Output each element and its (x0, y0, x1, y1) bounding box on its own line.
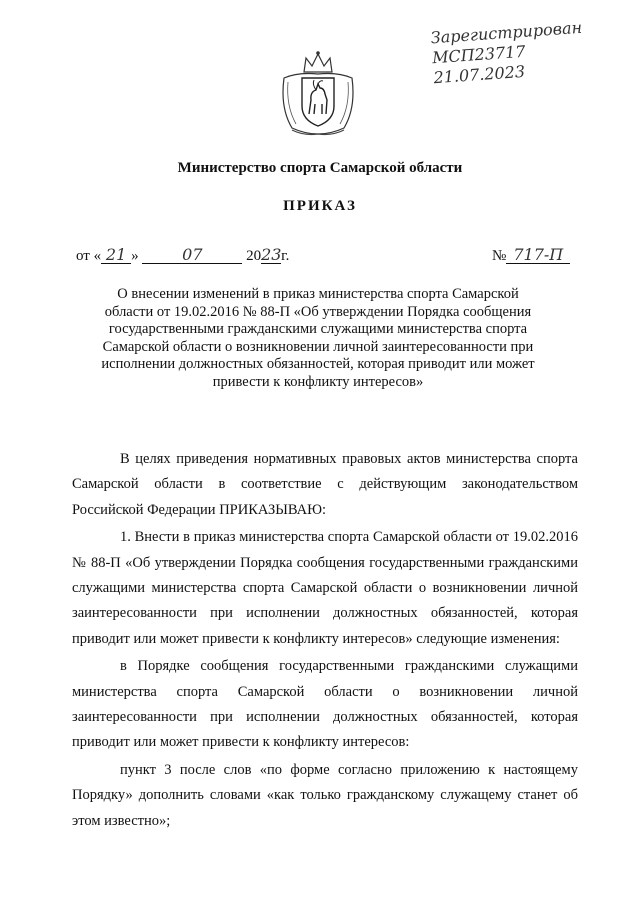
registration-note-line2: МСП23717 (431, 41, 527, 68)
date-suffix: г. (281, 248, 290, 264)
document-type-title: ПРИКАЗ (283, 198, 357, 214)
date-mid: » (131, 248, 139, 264)
date-prefix: от « (76, 248, 102, 264)
order-date (76, 247, 289, 265)
number-prefix: № (492, 248, 507, 264)
date-year-prefix: 20 (246, 248, 262, 264)
body-paragraph-2: в Порядке сообщения государственными гражданскими служащими министерства спорта Самарской области о возникновении личной заинтересованности при исполнении должностных обязанностей, которая приводит или может привести к конфликту интересов: (72, 658, 578, 751)
registration-note (430, 16, 614, 88)
registration-note-line1: Зарегистрирован (430, 17, 583, 48)
order-subject: О внесении изменений в приказ министерства спорта Самарской области от 19.02.2016 № 88-П «Об утверждении Порядка сообщения государственными гражданскими служащими министерства спорта Самарской области о возникновении личной заинтересованности при исполнении должностных обязанностей, которая приводит или может привести к конфликту интересов» (101, 286, 535, 390)
number-value: 717-П (506, 247, 570, 264)
registration-note-line3: 21.07.2023 (432, 61, 526, 88)
order-body (72, 447, 578, 834)
body-paragraph-3: пункт 3 после слов «по форме согласно приложению к настоящему Порядку» дополнить словами «как только гражданскому служащему станет об этом известно»; (72, 761, 578, 829)
date-year-suffix: 23 (261, 245, 282, 264)
date-month: 07 (142, 247, 242, 264)
date-day: 21 (101, 247, 131, 264)
order-number (492, 247, 570, 265)
ministry-name: Министерство спорта Самарской области (177, 160, 463, 176)
body-intro: В целях приведения нормативных правовых актов министерства спорта Самарской области в соответствие с действующим законодательством Российской Федерации ПРИКАЗЫВАЮ: (72, 451, 578, 518)
coat-of-arms-icon (278, 48, 358, 140)
body-item-1: 1. Внести в приказ министерства спорта Самарской области от 19.02.2016 № 88-П «Об утверждении Порядка сообщения государственными гражданскими служащими министерства спорта Самарской области о возникновении личной заинтересованности при исполнении должностных обязанностей, которая приводит или может привести к конфликту интересов» следующие изменения: (72, 529, 578, 647)
